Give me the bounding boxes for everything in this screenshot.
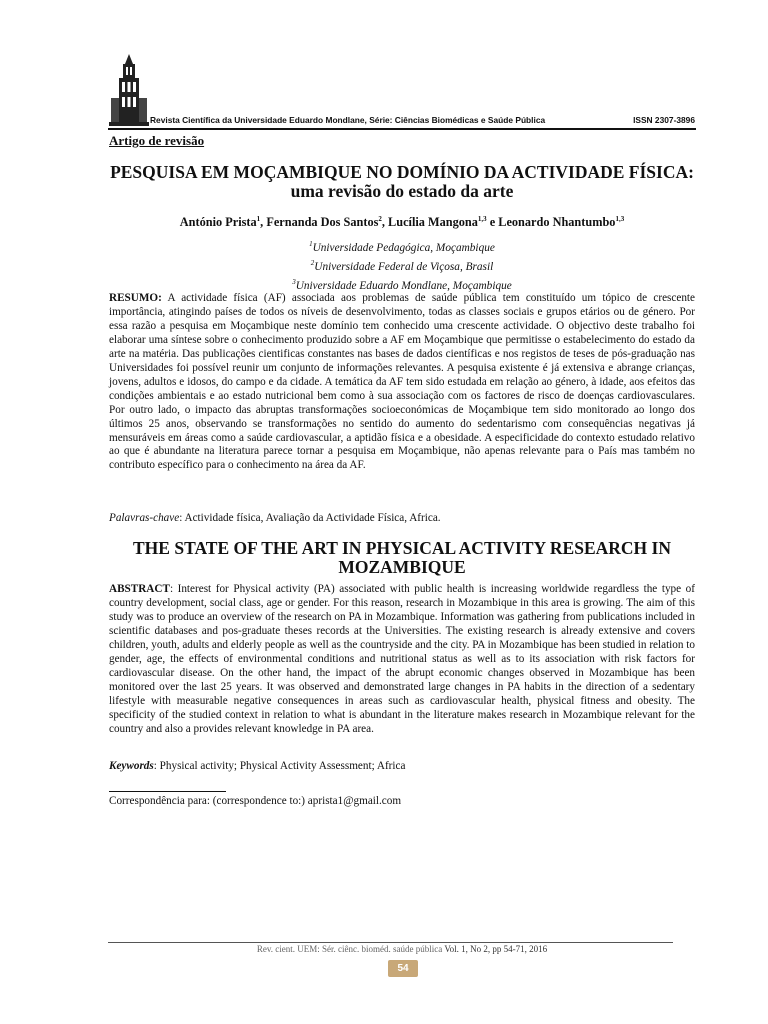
abstract-text: : Interest for Physical activity (PA) associated with public health is increasing worldwide regardless the type of country development, social class, age or gender. For this reason, research in Mozambique in this area is growing. The aim of this study was to produce an overview of the research on PA in Mozambique. Information was gathering from publications included in scientific databases and pos-graduate theses records at the Universities. The existing research is already extensive and covers children, youth, adults and elderly people as well as the countryside and the city. PA in Mozambique has been studied in relation to gender, age, the effects of environmental conditions and nutritional status as well as to its association with risk factors for cardiovascular disease. On the other hand, the impact of the abrupt economic changes observed in Mozambique has been monitored over the last 25 years. It was observed and demonstrated large changes in PA habits in the direction of a sedentary lifestyle with measurable negative consequences in areas such as cardiovascular health, physical fitness and obesity. The specificity of the studied context in relation to what is abundant in the literature makes research in Mozambique relevant for the country and also a provides relevant knowledge in PA area. bbox=[109, 583, 695, 735]
author: Leonardo Nhantumbo$^{1,3}$ bbox=[498, 215, 625, 230]
keywords-text: : Physical activity; Physical Activity Assessment; Africa bbox=[153, 760, 406, 772]
keywords bbox=[109, 759, 695, 773]
affiliation-list bbox=[108, 237, 696, 293]
resumo-paragraph bbox=[109, 292, 695, 473]
palavras-chave bbox=[109, 511, 695, 525]
abstract-paragraph bbox=[109, 583, 695, 736]
footnote-divider bbox=[109, 791, 226, 792]
author-list bbox=[108, 215, 696, 230]
page-number-badge: 54 bbox=[388, 960, 418, 977]
palavras-text: : Actividade física, Avaliação da Actividade Física, Africa. bbox=[179, 512, 441, 524]
author: Fernanda Dos Santos$^2$, bbox=[266, 215, 389, 230]
affiliation: $^3$Universidade Eduardo Mondlane, Moçambique bbox=[292, 277, 512, 292]
title-portuguese: PESQUISA EM MOÇAMBIQUE NO DOMÍNIO DA ACTIVIDADE FÍSICA: uma revisão do estado da arte bbox=[110, 162, 694, 201]
correspondence-note: Correspondência para: (correspondence to:) aprista1@gmail.com bbox=[109, 795, 402, 807]
affiliation: $^1$Universidade Pedagógica, Moçambique bbox=[309, 240, 495, 254]
issn: ISSN 2307-3896 bbox=[633, 115, 695, 125]
citation-volume: Vol. 1, No 2, pp 54-71, 2016 bbox=[444, 944, 548, 954]
footer-divider bbox=[108, 942, 673, 943]
footer-citation bbox=[108, 944, 696, 954]
affiliation: $^2$Universidade Federal de Viçosa, Brasil bbox=[310, 258, 494, 273]
university-tower-logo bbox=[109, 52, 149, 126]
keywords-label: Keywords bbox=[109, 760, 154, 772]
citation-journal: Rev. cient. UEM: Sér. ciênc. bioméd. saúde pública bbox=[256, 944, 443, 954]
abstract-label: ABSTRACT bbox=[109, 583, 170, 595]
section-label: Artigo de revisão bbox=[109, 133, 205, 148]
resumo-label: RESUMO: bbox=[109, 292, 162, 304]
journal-header bbox=[150, 115, 695, 125]
header-divider bbox=[108, 128, 696, 130]
palavras-label: Palavras-chave bbox=[109, 512, 180, 524]
journal-name: Revista Científica da Universidade Eduardo Mondlane, Série: Ciências Biomédicas e Saúde Pública bbox=[150, 115, 546, 125]
author: Lucília Mangona$^{1,3}$ e bbox=[388, 215, 499, 230]
title-english: THE STATE OF THE ART IN PHYSICAL ACTIVITY RESEARCH IN MOZAMBIQUE bbox=[133, 538, 671, 577]
resumo-text: A actividade física (AF) associada aos problemas de saúde pública tem constituído um tópico de crescente importância, atingindo países de todos os níveis de desenvolvimento, todas as classes sociais e grupos etários ou de género. Por essa razão a pesquisa em Moçambique neste domínio tem conhecido uma crescente actividade. O objectivo deste trabalho foi elaborar uma síntese sobre o conhecimento produzido sobre a AF em Moçambique que permitisse o estabelecimento do estado da arte na matéria. Das publicações cientificas constantes nas bases de dados científicas e nos registos de teses de pós-graduação nas Universidades foi possível reunir um conjunto de informações relevantes. A pesquisa existente é já extensiva e abrange crianças, jovens, adultos e idosos, do campo e da cidade. A temática da AF tem sido estudada em relação ao género, à idade, aos efeitos das condições ambientais e ao estado nutricional bem como à sua associação com os factores de risco de doenças cardiovasculares. Por outro lado, o impacto das abruptas transformações socioeconómicas de Moçambique tem sido monitorado ao longo dos últimos 25 anos, observando se transformações no sentido do aumento do sedentarismo com consequências negativas já mensuráveis em áreas como a saúde cardiovascular, a aptidão física e a obesidade. A especificidade do contexto estudado relativo ao que é abundante na literatura parece tornar a pesquisa em Moçambique, não apenas relevante para o País mas também no contributo específico para o conhecimento na área da AF. bbox=[109, 292, 695, 472]
author: António Prista$^1$, bbox=[179, 215, 267, 230]
